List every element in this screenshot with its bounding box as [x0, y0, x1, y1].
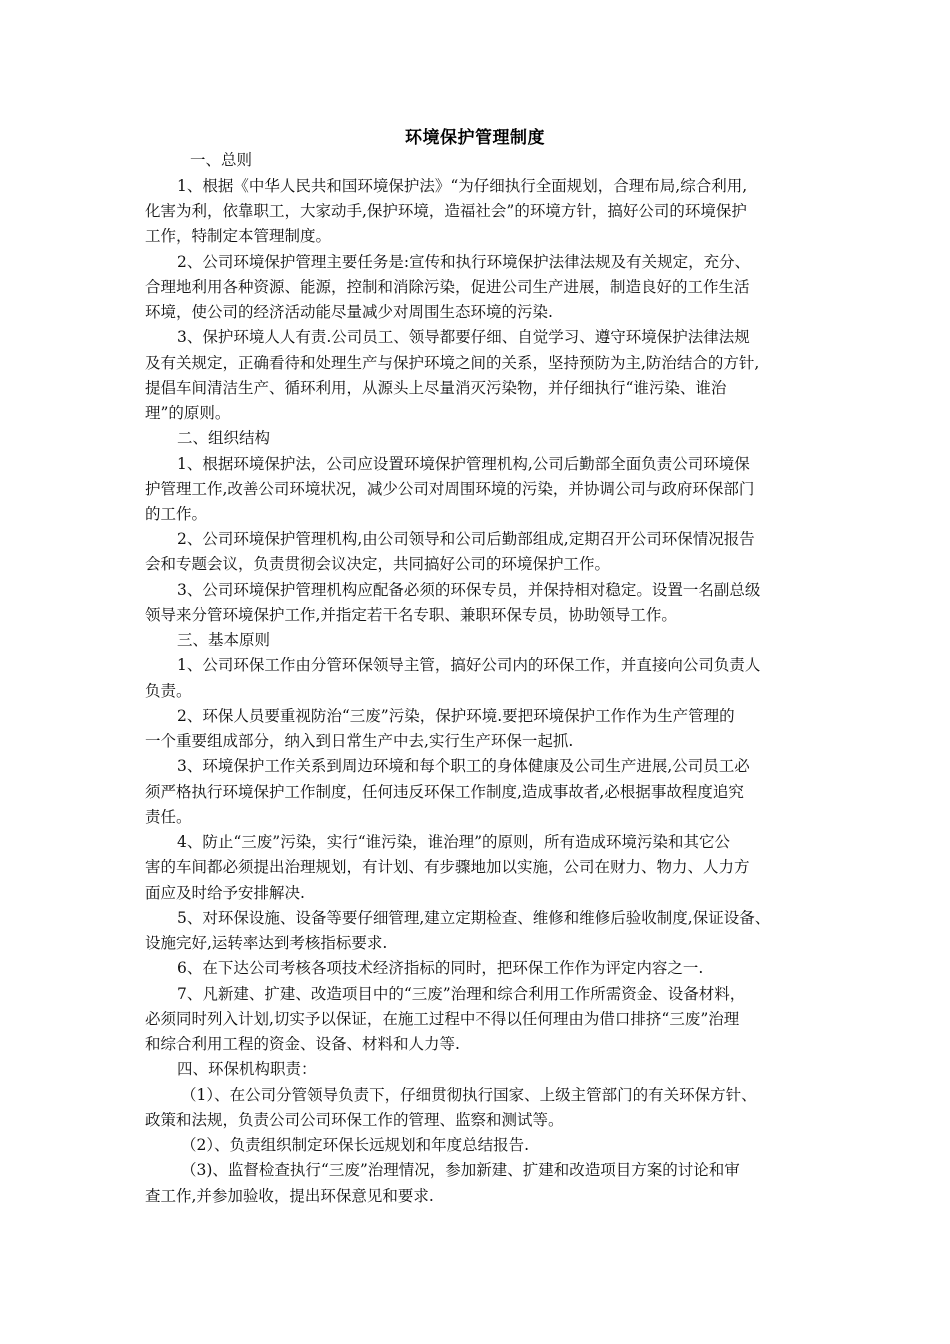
paragraph-line: 责任。 — [145, 808, 192, 826]
paragraph-line: 环境，使公司的经济活动能尽量减少对周围生态环境的污染. — [145, 303, 553, 321]
paragraph-line: 合理地利用各种资源、能源，控制和消除污染，促进公司生产进展，制造良好的工作生活 — [145, 278, 750, 296]
paragraph-line: 提倡车间清洁生产、循环利用，从源头上尽量消灭污染物，并仔细执行“谁污染、谁治 — [145, 379, 727, 397]
paragraph-line: （1）、在公司分管领导负责下，仔细贯彻执行国家、上级主管部门的有关环保方针、 — [181, 1086, 757, 1104]
paragraph-line: 5、对环保设施、设备等要仔细管理,建立定期检查、维修和维修后验收制度,保证设备、 — [177, 909, 771, 927]
paragraph-line: 1、根据环境保护法，公司应设置环境保护管理机构,公司后勤部全面负责公司环境保 — [177, 455, 750, 473]
paragraph-line: 2、环保人员要重视防治“三废”污染，保护环境.要把环境保护工作作为生产管理的 — [177, 707, 735, 725]
paragraph-line: 必须同时列入计划,切实予以保证，在施工过程中不得以任何理由为借口排挤“三废”治理 — [145, 1010, 740, 1028]
paragraph-line: 理”的原则。 — [145, 404, 231, 422]
paragraph-line: 政策和法规，负责公司公司环保工作的管理、监察和测试等。 — [145, 1111, 564, 1129]
section-heading: 三、基本原则 — [177, 631, 271, 649]
paragraph-line: 及有关规定，正确看待和处理生产与保护环境之间的关系，坚持预防为主,防治结合的方针, — [145, 354, 760, 372]
paragraph-line: 的工作。 — [145, 505, 208, 523]
paragraph-line: 须严格执行环境保护工作制度，任何违反环保工作制度,造成事故者,必根据事故程度追究 — [145, 783, 744, 801]
paragraph-line: 领导来分管环境保护工作,并指定若干名专职、兼职环保专员，协助领导工作。 — [145, 606, 677, 624]
section-heading: 一、总则 — [190, 151, 253, 169]
paragraph-line: 3、环境保护工作关系到周边环境和每个职工的身体健康及公司生产进展,公司员工必 — [177, 757, 750, 775]
paragraph-line: （3)、监督检查执行“三废”治理情况，参加新建、扩建和改造项目方案的讨论和审 — [181, 1161, 740, 1179]
paragraph-line: 害的车间都必须提出治理规划，有计划、有步骤地加以实施，公司在财力、物力、人力方 — [145, 858, 750, 876]
section-heading: 二、组织结构 — [177, 429, 271, 447]
paragraph-line: 2、公司环境保护管理机构,由公司领导和公司后勤部组成,定期召开公司环保情况报告 — [177, 530, 755, 548]
paragraph-line: 6、在下达公司考核各项技术经济指标的同时，把环保工作作为评定内容之一. — [177, 959, 704, 977]
paragraph-line: 会和专题会议，负责贯彻会议决定，共同搞好公司的环境保护工作。 — [145, 555, 611, 573]
section-heading: 四、环保机构职责： — [177, 1060, 317, 1078]
paragraph-line: 护管理工作,改善公司环境状况，减少公司对周围环境的污染，并协调公司与政府环保部门 — [145, 480, 755, 498]
paragraph-line: 工作，特制定本管理制度。 — [145, 227, 332, 245]
paragraph-line: 设施完好,运转率达到考核指标要求. — [145, 934, 388, 952]
paragraph-line: 4、防止“三废”污染，实行“谁污染，谁治理”的原则，所有造成环境污染和其它公 — [177, 833, 731, 851]
paragraph-line: 1、根据《中华人民共和国环境保护法》“为仔细执行全面规划，合理布局,综合利用, — [177, 177, 748, 195]
paragraph-line: 一个重要组成部分，纳入到日常生产中去,实行生产环保一起抓. — [145, 732, 574, 750]
paragraph-line: （2）、负责组织制定环保长远规划和年度总结报告. — [181, 1136, 530, 1154]
page-title: 环境保护管理制度 — [405, 128, 545, 148]
paragraph-line: 2、公司环境保护管理主要任务是:宣传和执行环境保护法律法规及有关规定，充分、 — [177, 253, 751, 271]
paragraph-line: 3、公司环境保护管理机构应配备必须的环保专员，并保持相对稳定。设置一名副总级 — [177, 581, 761, 599]
paragraph-line: 7、凡新建、扩建、改造项目中的“三废”治理和综合利用工作所需资金、设备材料， — [177, 985, 746, 1003]
paragraph-line: 面应及时给予安排解决. — [145, 884, 305, 902]
paragraph-line: 3、保护环境人人有责.公司员工、领导都要仔细、自觉学习、遵守环境保护法律法规 — [177, 328, 750, 346]
paragraph-line: 查工作,并参加验收，提出环保意见和要求. — [145, 1187, 434, 1205]
paragraph-line: 化害为利，依靠职工，大家动手,保护环境，造福社会”的环境方针，搞好公司的环境保护 — [145, 202, 747, 220]
paragraph-line: 1、公司环保工作由分管环保领导主管，搞好公司内的环保工作，并直接向公司负责人 — [177, 656, 761, 674]
paragraph-line: 和综合利用工程的资金、设备、材料和人力等. — [145, 1035, 460, 1053]
paragraph-line: 负责。 — [145, 682, 192, 700]
